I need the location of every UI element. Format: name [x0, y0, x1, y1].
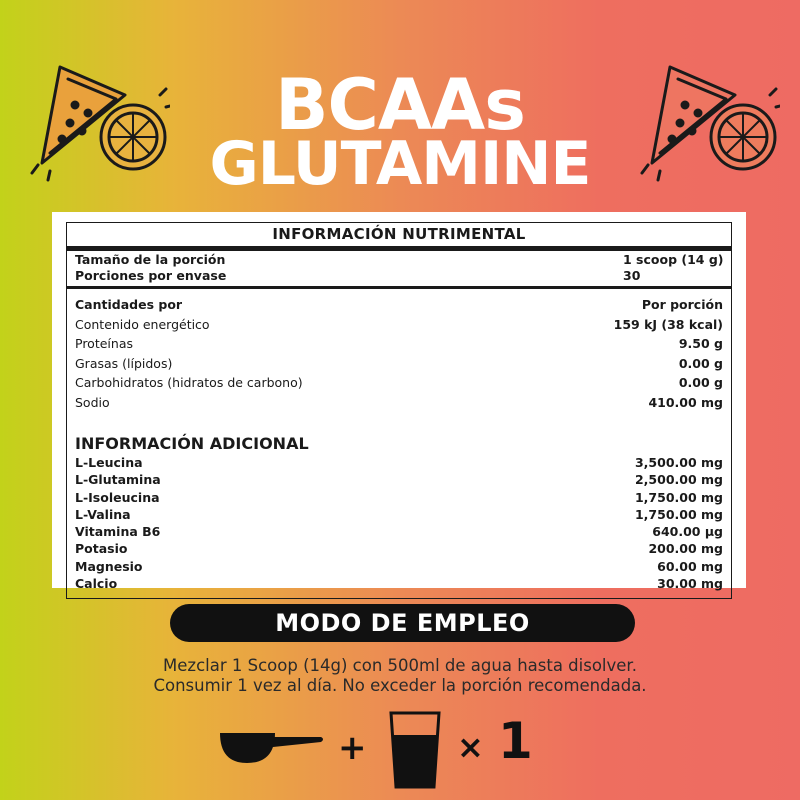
- additional-section: [67, 454, 731, 598]
- scoop-icon: [220, 733, 323, 763]
- amounts-header: [67, 295, 731, 315]
- glass-icon: [391, 713, 439, 787]
- additional-value: 1,750.00 mg: [634, 506, 723, 522]
- nutrient-label: Sodio: [75, 394, 110, 410]
- nutrient-row: [67, 334, 731, 354]
- amounts-section: [67, 289, 731, 416]
- nutrient-label: Carbohidratos (hidratos de carbono): [75, 375, 303, 390]
- usage-instruction-1: Mezclar 1 Scoop (14g) con 500ml de agua hasta disolver.: [163, 656, 637, 675]
- nutrition-panel: [52, 212, 746, 592]
- plus-sign: +: [338, 728, 367, 768]
- nutrient-value: 0.00 g: [678, 375, 723, 390]
- additional-label: Calcio: [75, 576, 118, 592]
- nutrient-row: [67, 315, 731, 335]
- nutrient-value: 410.00 mg: [648, 394, 723, 410]
- serving-row: [67, 252, 731, 268]
- title-line-1: BCAAs: [275, 64, 525, 146]
- serving-value: 1 scoop (14 g): [623, 252, 724, 267]
- additional-value: 200.00 mg: [648, 541, 723, 557]
- additional-row: [67, 489, 731, 506]
- serving-label: Porciones por envase: [75, 268, 227, 283]
- additional-heading: INFORMACIÓN ADICIONAL: [75, 434, 309, 453]
- nutrient-label: Proteínas: [75, 336, 133, 351]
- nutrient-label: Contenido energético: [75, 316, 210, 332]
- additional-row: [67, 540, 731, 557]
- serving-section: [67, 251, 731, 289]
- usage-count: 1: [498, 712, 533, 770]
- additional-label: Vitamina B6: [75, 524, 161, 540]
- amounts-header-value: Por porción: [641, 297, 723, 312]
- additional-row: [67, 523, 731, 540]
- additional-value: 60.00 mg: [657, 558, 723, 574]
- nutrient-value: 9.50 g: [678, 336, 723, 351]
- additional-row: [67, 558, 731, 575]
- serving-label: Tamaño de la porción: [75, 252, 226, 267]
- additional-value: 1,750.00 mg: [634, 489, 723, 505]
- serving-row: [67, 268, 731, 284]
- additional-row: [67, 454, 731, 471]
- additional-row: [67, 471, 731, 488]
- additional-value: 640.00 µg: [652, 524, 723, 540]
- nutrition-heading: INFORMACIÓN NUTRIMENTAL: [67, 223, 731, 251]
- nutrient-value: 0.00 g: [678, 355, 723, 371]
- serving-value: 30: [623, 268, 641, 283]
- nutrient-row: [67, 354, 731, 374]
- additional-label: L-Leucina: [75, 455, 143, 470]
- additional-label: L-Isoleucina: [75, 489, 160, 505]
- additional-value: 30.00 mg: [657, 576, 723, 592]
- title-line-2: GLUTAMINE: [209, 129, 591, 199]
- additional-label: L-Glutamina: [75, 472, 161, 488]
- nutrient-value: 159 kJ (38 kcal): [613, 316, 723, 332]
- nutrient-row: [67, 373, 731, 393]
- nutrient-label: Grasas (lípidos): [75, 355, 173, 371]
- times-sign: ×: [457, 728, 484, 766]
- usage-instruction-2: Consumir 1 vez al día. No exceder la porción recomendada.: [153, 676, 647, 695]
- additional-row: [67, 506, 731, 523]
- additional-value: 2,500.00 mg: [634, 472, 723, 488]
- additional-label: L-Valina: [75, 506, 131, 522]
- usage-heading: MODO DE EMPLEO: [170, 604, 635, 642]
- additional-label: Potasio: [75, 541, 128, 557]
- nutrition-table: [66, 222, 732, 599]
- additional-value: 3,500.00 mg: [634, 455, 723, 470]
- additional-row: [67, 575, 731, 592]
- amounts-header-label: Cantidades por: [75, 297, 183, 312]
- additional-label: Magnesio: [75, 558, 143, 574]
- nutrient-row: [67, 393, 731, 413]
